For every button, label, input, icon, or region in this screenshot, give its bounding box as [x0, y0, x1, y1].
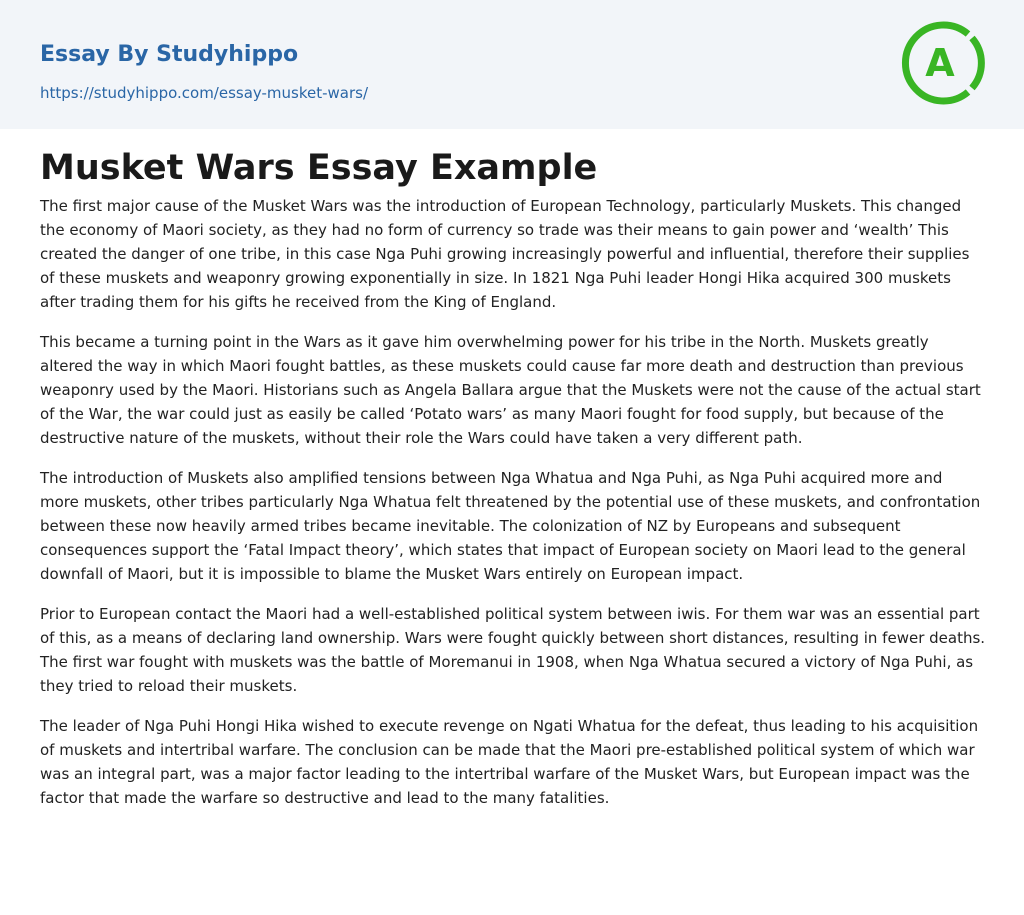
- logo-ring-right: [972, 38, 981, 88]
- essay-body: [40, 194, 986, 826]
- studyhippo-logo-icon[interactable]: [898, 20, 986, 106]
- essay-paragraph: Prior to European contact the Maori had a well-established political system between iwis. For them war was an essential part of this, as a means of declaring land ownership. Wars were fought quickly between short distances, resulting in fewer deaths. The first war fought with muskets was the battle of Moremanui in 1908, when Nga Whatua secured a victory of Nga Puhi, as they tried to reload their muskets.: [40, 605, 986, 695]
- site-title[interactable]: Essay By Studyhippo: [40, 42, 299, 67]
- page-title: Musket Wars Essay Example: [40, 148, 598, 188]
- essay-paragraph: The leader of Nga Puhi Hongi Hika wished to execute revenge on Ngati Whatua for the defeat, thus leading to his acquisition of muskets and intertribal warfare. The conclusion can be made that the Maori pre-established political system of which war was an integral part, was a major factor leading to the intertribal warfare of the Musket Wars, but European impact was the factor that made the warfare so destructive and lead to the many fatalities.: [40, 717, 979, 807]
- site-header: [0, 0, 1024, 129]
- essay-paragraph: This became a turning point in the Wars as it gave him overwhelming power for his tribe in the North. Muskets greatly altered the way in which Maori fought battles, as these muskets could cause far more death and destruction than previous weaponry used by the Maori. Historians such as Angela Ballara argue that the Muskets were not the cause of the actual start of the War, the war could just as easily be called ‘Potato wars’ as many Maori fought for food supply, but because of the destructive nature of the muskets, without their role the Wars could have taken a very different path.: [40, 333, 981, 447]
- essay-paragraph: The first major cause of the Musket Wars was the introduction of European Technology, particularly Muskets. This changed the economy of Maori society, as they had no form of currency so trade was their means to gain power and ‘wealth’ This created the danger of one tribe, in this case Nga Puhi growing increasingly powerful and influential, therefore their supplies of these muskets and weaponry growing exponentially in size. In 1821 Nga Puhi leader Hongi Hika acquired 300 muskets after trading them for his gifts he received from the King of England.: [40, 197, 970, 311]
- essay-paragraph: The introduction of Muskets also amplified tensions between Nga Whatua and Nga Puhi, as Nga Puhi acquired more and more muskets, other tribes particularly Nga Whatua felt threatened by the potential use of these muskets, and confrontation between these now heavily armed tribes became inevitable. The colonization of NZ by Europeans and subsequent consequences support the ‘Fatal Impact theory’, which states that impact of European society on Maori lead to the general downfall of Maori, but it is impossible to blame the Musket Wars entirely on European impact.: [40, 469, 981, 583]
- logo-letter: A: [925, 41, 955, 85]
- essay-url-link[interactable]: https://studyhippo.com/essay-musket-wars/: [40, 84, 369, 102]
